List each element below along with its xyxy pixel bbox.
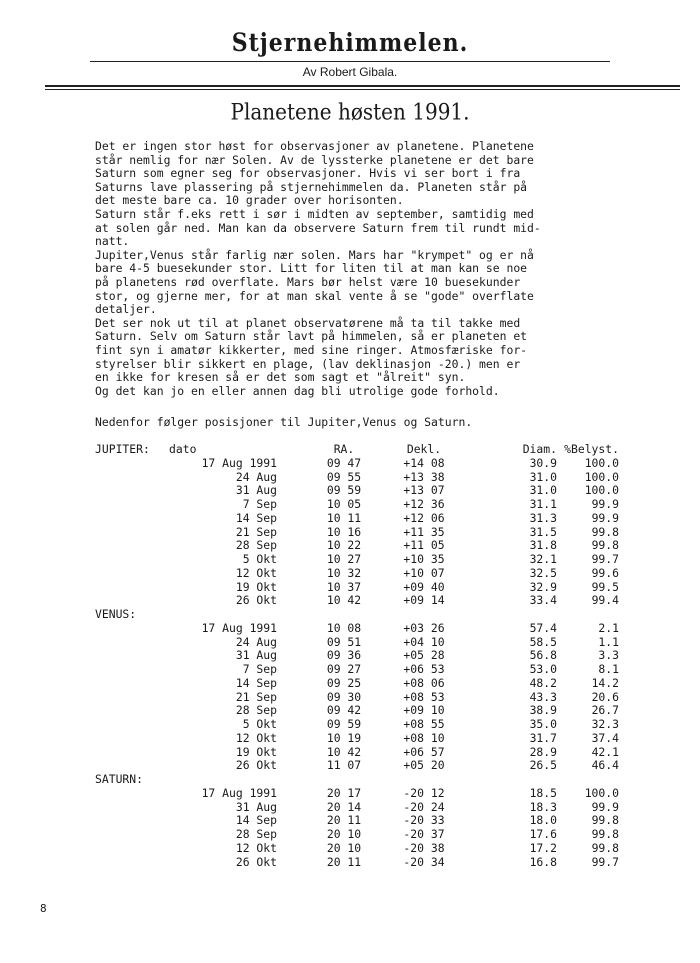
bel-cell: 99.4 (591, 593, 619, 608)
ra-cell: 10 37 (326, 579, 362, 594)
planet-cell: VENUS: (95, 607, 137, 621)
planet-cell (95, 567, 157, 581)
planet-cell (95, 759, 157, 773)
date-cell: 7 Sep (242, 497, 277, 511)
diam-cell: 18.3 (529, 799, 557, 814)
date-cell: 14 Sep (235, 813, 277, 828)
dek-cell: -20 12 (403, 785, 445, 800)
table-header-row (95, 443, 619, 457)
diam-cell: 30.9 (529, 455, 557, 470)
bel-cell: 8.1 (598, 662, 619, 676)
ra-cell: 09 47 (326, 455, 362, 470)
dek-cell: +08 06 (403, 675, 445, 690)
dek-cell: +13 07 (403, 483, 445, 498)
diam-cell: 31.7 (529, 730, 557, 745)
diam-cell: 32.9 (529, 579, 557, 594)
header-rule-thin (45, 89, 680, 90)
planet-cell (95, 746, 157, 760)
date-cell: 31 Aug (235, 483, 277, 498)
bel-cell: 99.8 (591, 840, 619, 855)
table-row (95, 718, 619, 732)
date-cell: 12 Okt (235, 565, 277, 580)
planet-cell (95, 732, 157, 746)
bel-cell: 99.8 (591, 538, 619, 553)
ra-cell: 09 27 (326, 662, 362, 676)
dek-cell: +10 07 (403, 565, 445, 580)
bel-cell: 99.9 (591, 497, 619, 511)
bel-cell: 3.3 (598, 648, 619, 663)
diam-cell: 53.0 (529, 662, 557, 676)
planet-cell (95, 718, 157, 732)
planet-cell (95, 553, 157, 567)
table-row (95, 512, 619, 526)
ra-cell: 10 08 (326, 620, 362, 635)
ra-cell: 09 30 (326, 689, 362, 704)
planet-cell (95, 539, 157, 553)
bel-cell: 100.0 (584, 785, 619, 800)
table-row (95, 498, 619, 512)
ra-cell: 10 16 (326, 524, 362, 539)
diam-cell: 31.0 (529, 469, 557, 484)
dek-cell (379, 773, 469, 787)
dek-cell: +06 53 (403, 662, 445, 676)
planet-cell (95, 471, 157, 485)
ra-cell: 09 36 (326, 648, 362, 663)
dek-cell: +04 10 (403, 634, 445, 649)
planet-cell (95, 704, 157, 718)
ra-cell: 10 27 (326, 552, 362, 566)
ra-cell (309, 773, 379, 787)
bel-cell: 100.0 (584, 469, 619, 484)
dek-cell (379, 608, 469, 622)
masthead-title: Stjernehimmelen. (231, 28, 469, 58)
date-cell: 17 Aug 1991 (201, 620, 277, 635)
planet-cell (95, 801, 157, 815)
date-cell: 24 Aug (235, 469, 277, 484)
diam-cell: 57.4 (529, 620, 557, 635)
date-cell: 19 Okt (235, 744, 277, 759)
planet-cell (95, 677, 157, 691)
planet-cell (95, 636, 157, 650)
bel-cell: 26.7 (591, 703, 619, 718)
planet-cell (95, 814, 157, 828)
bel-cell: 2.1 (598, 620, 619, 635)
diam-cell: 32.1 (529, 552, 557, 566)
date-cell: 12 Okt (235, 840, 277, 855)
planet-cell (95, 856, 157, 870)
bel-cell: 99.9 (591, 799, 619, 814)
ra-cell: 10 32 (326, 565, 362, 580)
dek-cell: +11 35 (403, 524, 445, 539)
ra-cell: 09 55 (326, 469, 362, 484)
date-cell: 14 Sep (235, 510, 277, 525)
table-row (95, 594, 619, 608)
table-row (95, 471, 619, 485)
diam-cell: 18.0 (529, 813, 557, 828)
table-row (95, 608, 619, 622)
dek-cell: +13 38 (403, 469, 445, 484)
diam-cell: 31.0 (529, 483, 557, 498)
ra-cell: 09 42 (326, 703, 362, 718)
ra-cell: 20 10 (326, 840, 362, 855)
diam-cell: 31.8 (529, 538, 557, 553)
dek-cell: -20 24 (403, 799, 445, 814)
date-cell: 17 Aug 1991 (201, 785, 277, 800)
table-row (95, 801, 619, 815)
planet-cell (95, 498, 157, 512)
bel-cell: 14.2 (591, 675, 619, 690)
planet-cell (95, 842, 157, 856)
table-row (95, 663, 619, 677)
ra-cell: 10 42 (326, 593, 362, 608)
table-row (95, 636, 619, 650)
table-row (95, 553, 619, 567)
bel-cell (557, 608, 619, 622)
table-row (95, 526, 619, 540)
ra-cell: 20 11 (326, 854, 362, 869)
ra-cell: 10 22 (326, 538, 362, 553)
dek-cell: +08 10 (403, 730, 445, 745)
dek-cell: -20 33 (403, 813, 445, 828)
ra-cell: 09 59 (326, 717, 362, 731)
dek-cell: +05 20 (403, 758, 445, 773)
planet-cell (95, 512, 157, 526)
bel-cell: 42.1 (591, 744, 619, 759)
planet-cell (95, 526, 157, 540)
diam-cell: 38.9 (529, 703, 557, 718)
date-cell: 21 Sep (235, 689, 277, 704)
article-title: Planetene høsten 1991. (230, 98, 470, 126)
header-planet: JUPITER: (95, 442, 150, 456)
ra-cell: 20 17 (326, 785, 362, 800)
planet-positions-table (95, 443, 619, 869)
date-cell: 12 Okt (235, 730, 277, 745)
bel-cell (557, 773, 619, 787)
header-diam: Diam. (522, 442, 557, 456)
bel-cell: 100.0 (584, 483, 619, 498)
date-cell: 28 Sep (235, 703, 277, 718)
bel-cell: 99.9 (591, 510, 619, 525)
table-row (95, 814, 619, 828)
table-row (95, 622, 619, 636)
diam-cell: 31.1 (529, 497, 557, 511)
diam-cell: 56.8 (529, 648, 557, 663)
table-row (95, 484, 619, 498)
diam-cell (469, 608, 557, 622)
ra-cell: 11 07 (326, 758, 362, 773)
table-row (95, 567, 619, 581)
planet-cell (95, 594, 157, 608)
date-cell: 14 Sep (235, 675, 277, 690)
byline: Av Robert Gibala. (302, 65, 398, 79)
header-rule-thick (45, 85, 680, 87)
bel-cell: 100.0 (584, 455, 619, 470)
dek-cell: +08 55 (403, 717, 445, 731)
ra-cell: 10 05 (326, 497, 362, 511)
planet-cell (95, 787, 157, 801)
table-row (95, 856, 619, 870)
dek-cell: +12 36 (403, 497, 445, 511)
table-row (95, 457, 619, 471)
planet-cell (95, 649, 157, 663)
diam-cell: 33.4 (529, 593, 557, 608)
table-row (95, 773, 619, 787)
bel-cell: 1.1 (598, 634, 619, 649)
table-row (95, 828, 619, 842)
dek-cell: +09 10 (403, 703, 445, 718)
dek-cell: -20 38 (403, 840, 445, 855)
dek-cell: -20 34 (403, 854, 445, 869)
table-row (95, 691, 619, 705)
table-row (95, 759, 619, 773)
ra-cell: 09 59 (326, 483, 362, 498)
planet-cell (95, 691, 157, 705)
header-date: dato (169, 442, 197, 456)
table-row (95, 746, 619, 760)
planet-cell (95, 828, 157, 842)
diam-cell: 32.5 (529, 565, 557, 580)
date-cell: 26 Okt (235, 593, 277, 608)
date-cell (157, 773, 309, 787)
dek-cell: +09 40 (403, 579, 445, 594)
ra-cell: 10 42 (326, 744, 362, 759)
diam-cell: 43.3 (529, 689, 557, 704)
date-cell: 7 Sep (242, 662, 277, 676)
dek-cell: +11 05 (403, 538, 445, 553)
table-row (95, 649, 619, 663)
planet-cell (95, 622, 157, 636)
dek-cell: +09 14 (403, 593, 445, 608)
diam-cell: 28.9 (529, 744, 557, 759)
ra-cell (309, 608, 379, 622)
ra-cell: 20 14 (326, 799, 362, 814)
table-row (95, 581, 619, 595)
bel-cell: 99.5 (591, 579, 619, 594)
bel-cell: 99.8 (591, 524, 619, 539)
article-body: Det er ingen stor høst for observasjoner av planetene. Planetene står nemlig for nær Solen. Av de lyssterke planetene er det bare Saturn som egner seg for observasjoner. Hvis vi ser bort i fra Saturns lave plassering på stjernehimmelen da. Planeten står på det meste bare ca. 10 grader over horisonten. Saturn står f.eks rett i sør i midten av september, samtidig med at solen går ned. Man kan da observere Saturn frem til rundt mid- natt. Jupiter,Venus står farlig nær solen. Mars har "krympet" og er nå bare 4-5 buesekunder stor. Litt for liten til at man kan se noe på planetens rød overflate. Mars bør helst være 10 buesekunder stor, og gjerne mer, for at man skal vente å se "gode" overflate detaljer. Det ser nok ut til at planet observatørene må ta til takke med Saturn. Selv om Saturn står lavt på himmelen, så er planeten et fint syn i amatør kikkerter, med sine ringer. Atmosfæriske for- styrelser blir sikkert en plage, (lav deklinasjon -20.) men er en ikke for kresen så er det som sagt et "ålreit" syn. Og det kan jo en eller annen dag bli utrolige gode forhold. (95, 139, 541, 398)
diam-cell: 35.0 (529, 717, 557, 731)
date-cell: 28 Sep (235, 827, 277, 841)
header-bel: %Belyst. (564, 442, 619, 456)
bel-cell: 99.6 (591, 565, 619, 580)
date-cell (157, 608, 309, 622)
date-cell: 31 Aug (235, 648, 277, 663)
bel-cell: 32.3 (591, 717, 619, 731)
header-dek: Dekl. (406, 442, 442, 456)
date-cell: 5 Okt (242, 717, 277, 731)
planet-cell (95, 581, 157, 595)
table-row (95, 842, 619, 856)
ra-cell: 09 51 (326, 634, 362, 649)
bel-cell: 20.6 (591, 689, 619, 704)
diam-cell: 48.2 (529, 675, 557, 690)
ra-cell: 10 19 (326, 730, 362, 745)
date-cell: 21 Sep (235, 524, 277, 539)
bel-cell: 99.7 (591, 552, 619, 566)
table-row (95, 539, 619, 553)
diam-cell: 58.5 (529, 634, 557, 649)
dek-cell: +08 53 (403, 689, 445, 704)
date-cell: 19 Okt (235, 579, 277, 594)
diam-cell: 17.2 (529, 840, 557, 855)
header-ra: RA. (333, 442, 355, 456)
bel-cell: 99.8 (591, 827, 619, 841)
date-cell: 31 Aug (235, 799, 277, 814)
ra-cell: 10 11 (326, 510, 362, 525)
planet-cell (95, 484, 157, 498)
table-row (95, 677, 619, 691)
planet-cell (95, 663, 157, 677)
date-cell: 5 Okt (242, 552, 277, 566)
ra-cell: 20 10 (326, 827, 362, 841)
diam-cell (469, 773, 557, 787)
bel-cell: 37.4 (591, 730, 619, 745)
bel-cell: 99.7 (591, 854, 619, 869)
date-cell: 28 Sep (235, 538, 277, 553)
dek-cell: -20 37 (403, 827, 445, 841)
date-cell: 17 Aug 1991 (201, 455, 277, 470)
dek-cell: +05 28 (403, 648, 445, 663)
date-cell: 24 Aug (235, 634, 277, 649)
diam-cell: 31.5 (529, 524, 557, 539)
diam-cell: 31.3 (529, 510, 557, 525)
ra-cell: 09 25 (326, 675, 362, 690)
dek-cell: +14 08 (403, 455, 445, 470)
diam-cell: 16.8 (529, 854, 557, 869)
dek-cell: +03 26 (403, 620, 445, 635)
page-number: 8 (40, 902, 47, 915)
dek-cell: +12 06 (403, 510, 445, 525)
bel-cell: 46.4 (591, 758, 619, 773)
date-cell: 26 Okt (235, 854, 277, 869)
ra-cell: 20 11 (326, 813, 362, 828)
dek-cell: +10 35 (403, 552, 445, 566)
dek-cell: +06 57 (403, 744, 445, 759)
masthead-rule (90, 61, 610, 62)
table-intro: Nedenfor følger posisjoner til Jupiter,Venus og Saturn. (95, 415, 473, 429)
table-row (95, 732, 619, 746)
diam-cell: 17.6 (529, 827, 557, 841)
table-row (95, 787, 619, 801)
bel-cell: 99.8 (591, 813, 619, 828)
planet-cell (95, 457, 157, 471)
diam-cell: 26.5 (529, 758, 557, 773)
date-cell: 26 Okt (235, 758, 277, 773)
table-row (95, 704, 619, 718)
diam-cell: 18.5 (529, 785, 557, 800)
planet-cell: SATURN: (95, 772, 144, 786)
